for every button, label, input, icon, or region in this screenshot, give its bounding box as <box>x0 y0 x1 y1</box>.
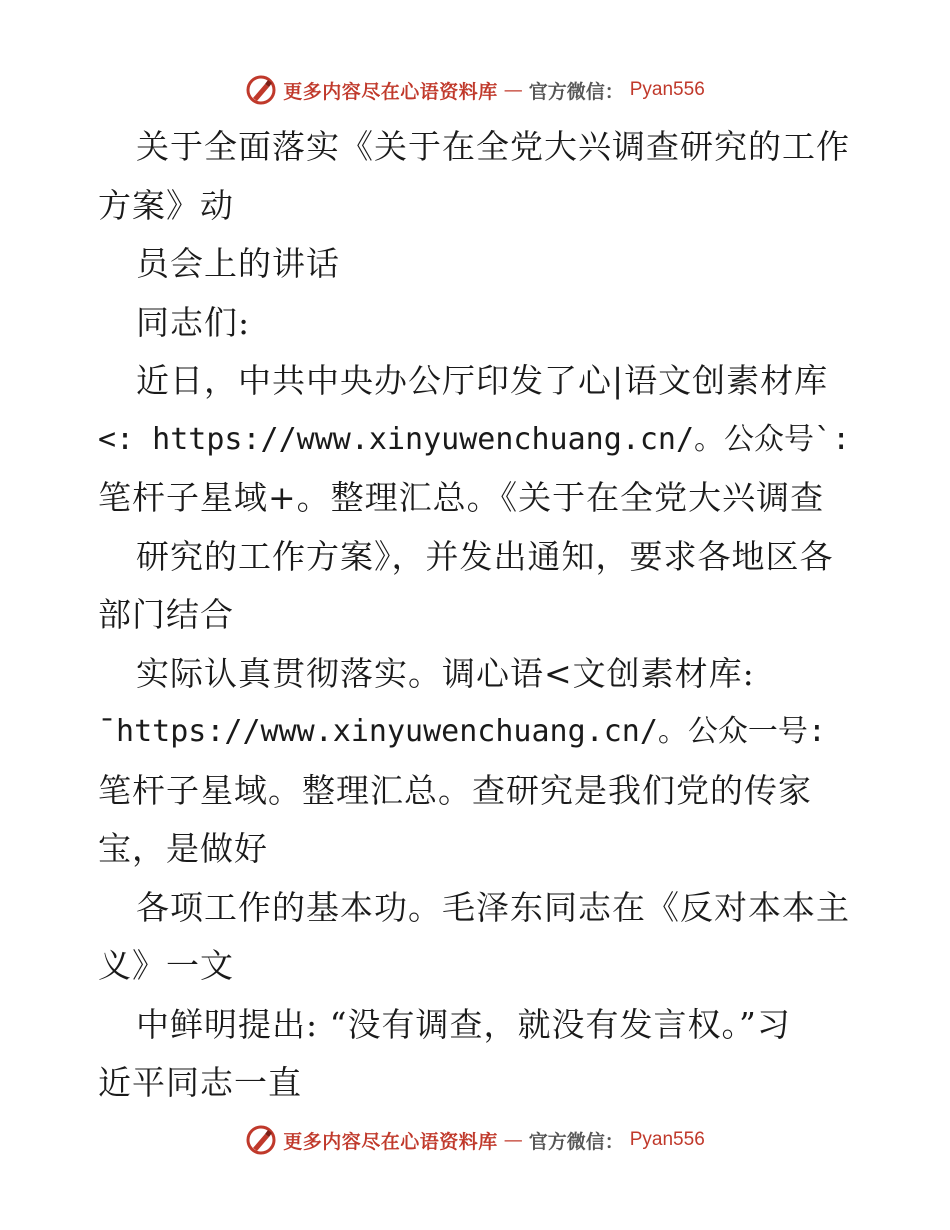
banner-text: 更多内容尽在心语资料库 <box>283 1130 498 1153</box>
body-text-line: 宝，是做好 <box>98 829 268 868</box>
pen-logo-icon <box>245 1124 277 1156</box>
body-text-line: 方案》动 <box>98 185 234 225</box>
footer-banner <box>0 1120 950 1160</box>
document-body <box>98 118 858 1113</box>
body-text-line: ¯https://www.xinyuwenchuang.cn/。公众一号: <box>98 714 826 749</box>
banner-separator: — <box>503 79 523 101</box>
banner-wechat-id: Pyan556 <box>629 1129 705 1150</box>
body-text-line: 实际认真贯彻落实。调心语<文创素材库: <box>136 653 755 693</box>
body-text-line: 研究的工作方案》，并发出通知，要求各地区各 <box>136 536 834 576</box>
banner-wechat-label: 官方微信： <box>528 80 624 103</box>
body-text-line: 部门结合 <box>98 595 234 634</box>
body-text-line: 近日，中共中央办公厅印发了心|语文创素材库 <box>136 361 829 400</box>
body-text-line: 近平同志一直 <box>98 1063 302 1102</box>
banner-wechat-label: 官方微信： <box>528 1130 624 1153</box>
body-text-line: <: https://www.xinyuwenchuang.cn/。公众号`: <box>98 421 851 457</box>
body-text-line: 笔杆子星域。整理汇总。查研究是我们党的传家 <box>98 770 812 810</box>
body-text-line: 笔杆子星域+。整理汇总。《关于在全党大兴调查 <box>98 478 825 517</box>
pen-logo-icon <box>245 74 277 106</box>
body-text-line: 关于全面落实《关于在全党大兴调查研究的工作 <box>136 127 850 166</box>
body-text-line: 各项工作的基本功。毛泽东同志在《反对本本主 <box>136 887 850 927</box>
body-text-line: 义》一文 <box>98 946 234 985</box>
body-text-line: 中鲜明提出: “没有调查，就没有发言权。”习 <box>136 1004 791 1044</box>
header-banner <box>0 70 950 110</box>
banner-text: 更多内容尽在心语资料库 <box>283 80 498 103</box>
body-text-line: 同志们: <box>136 302 251 342</box>
body-text-line: 员会上的讲话 <box>136 244 340 283</box>
banner-separator: — <box>503 1129 523 1151</box>
banner-wechat-id: Pyan556 <box>629 79 705 100</box>
